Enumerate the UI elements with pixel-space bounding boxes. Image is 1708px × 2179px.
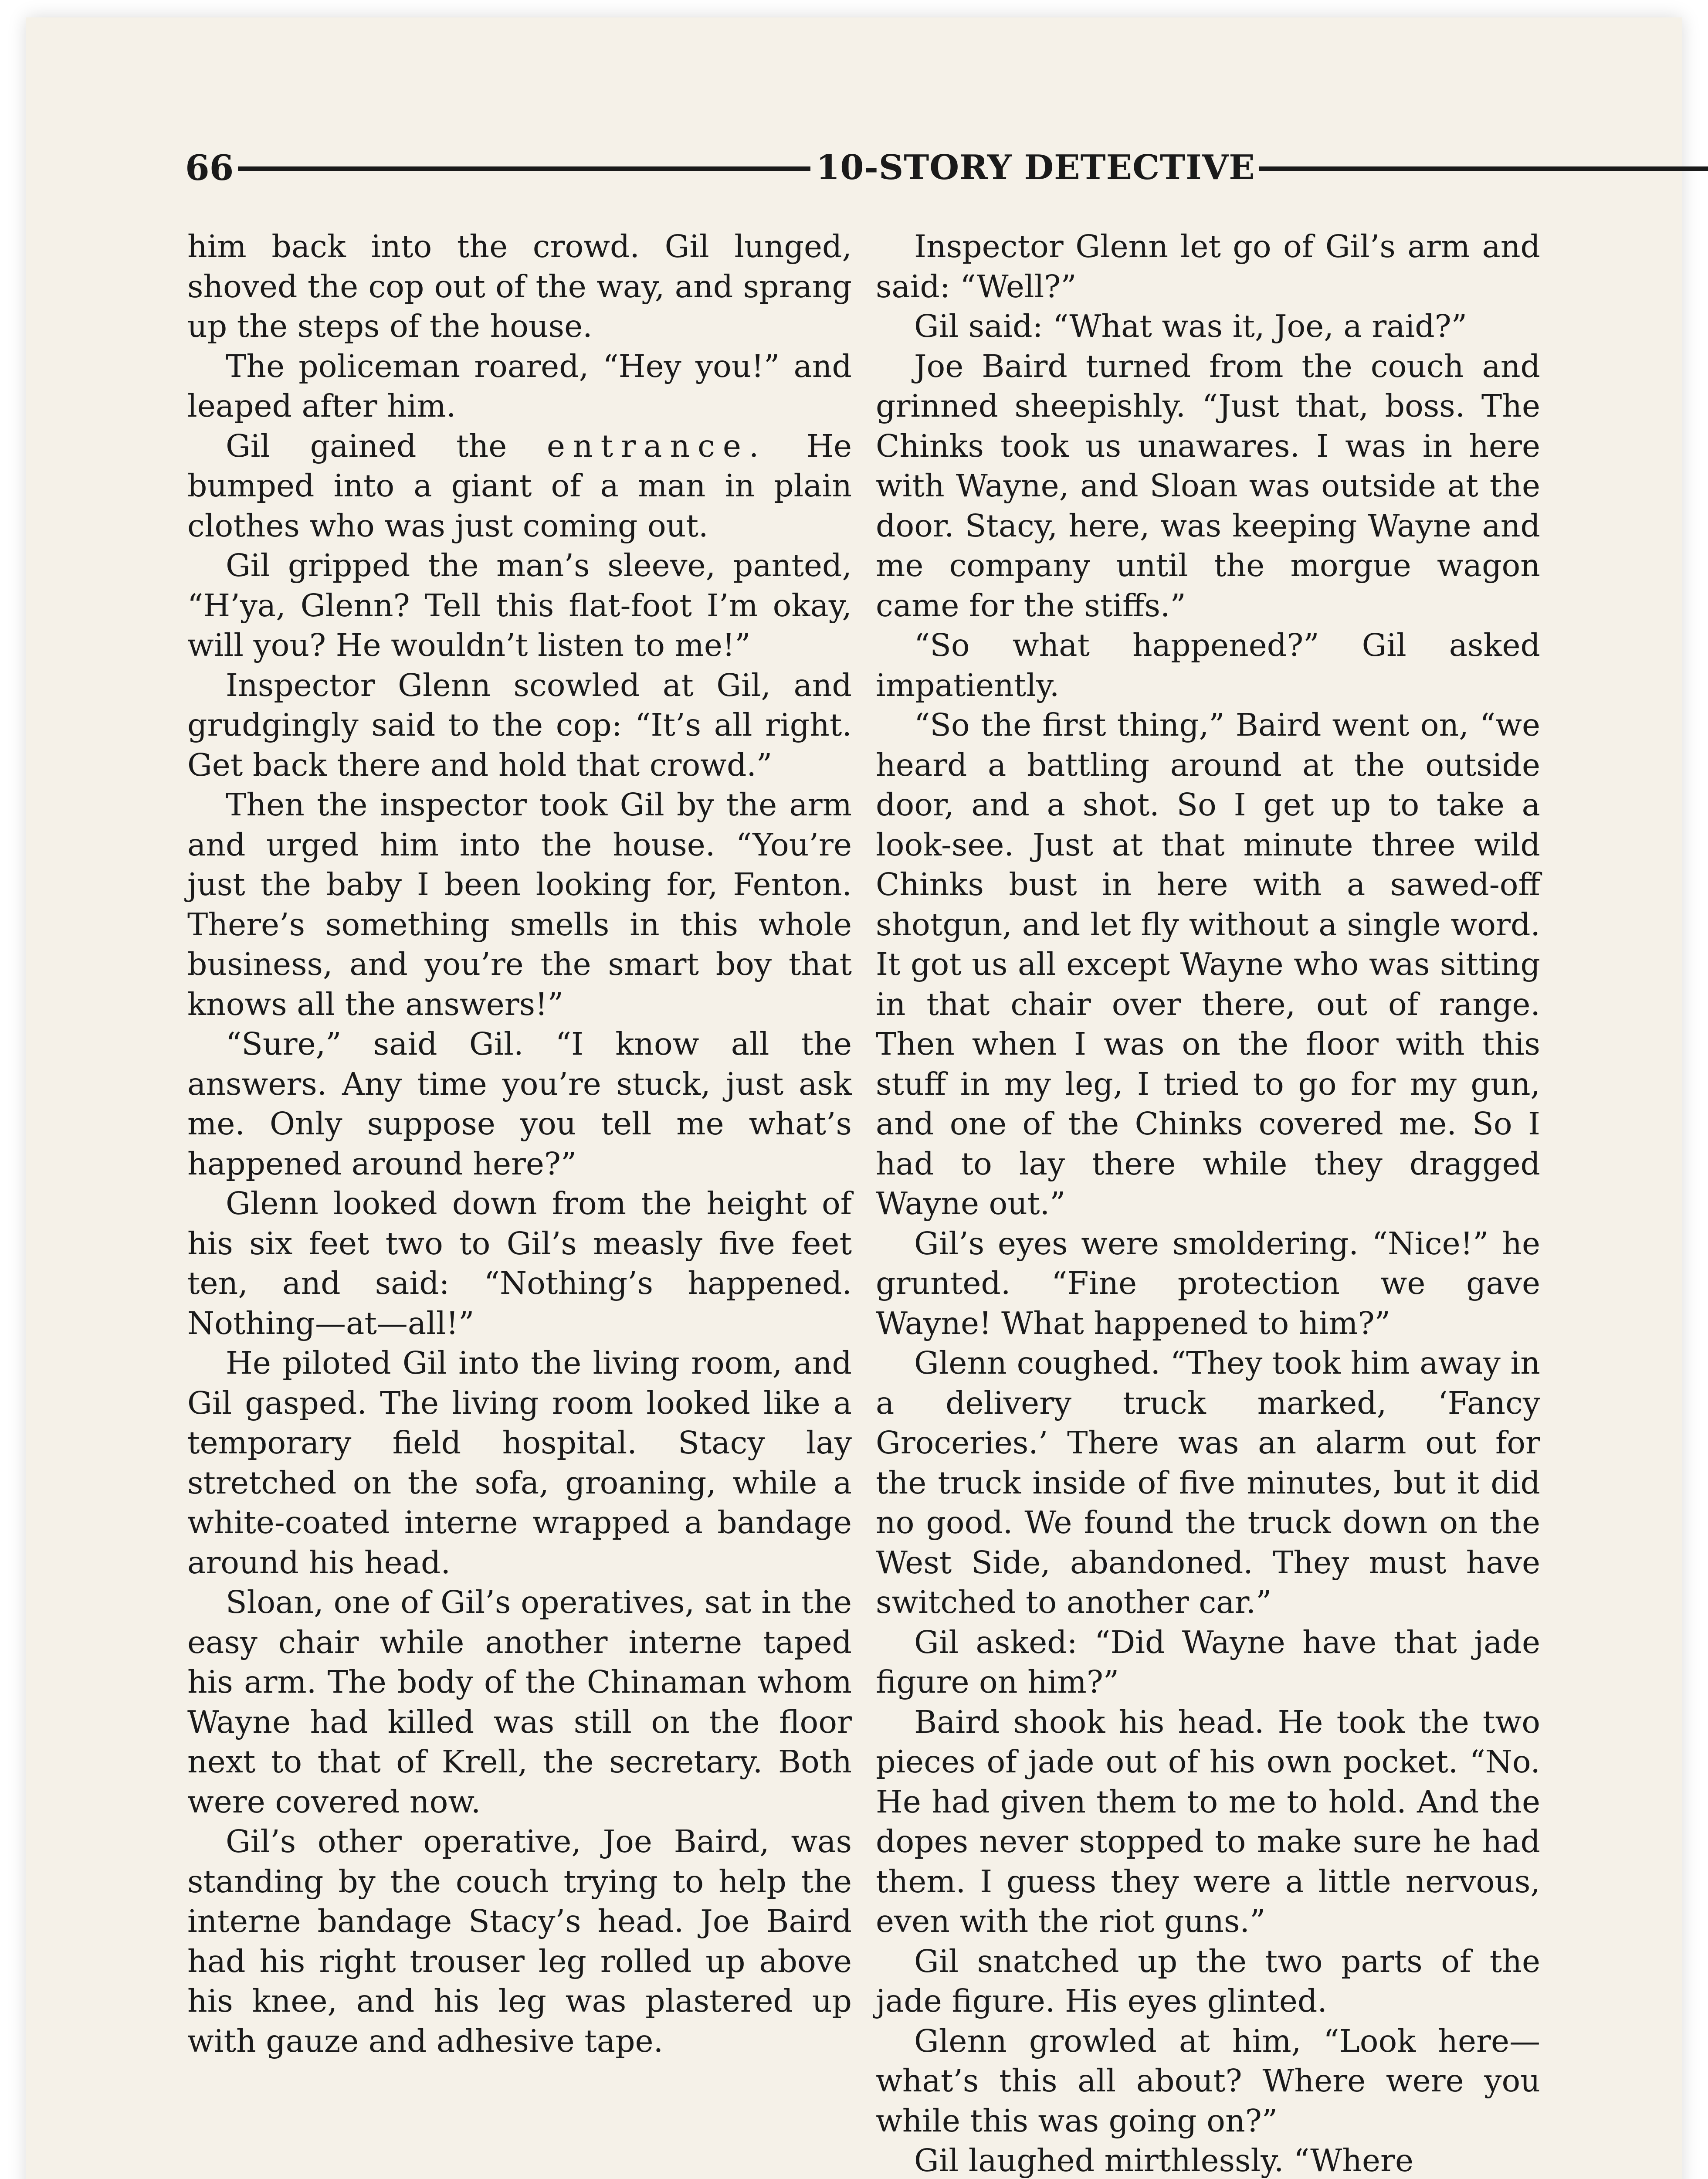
paragraph: Gil laughed mirthlessly. “Where — [914, 2142, 1413, 2179]
paragraph: Sloan, one of Gil’s operatives, sat in the easy chair while another interne taped his arm. The body of the Chinaman whom Wayne had killed was still on the floor next to that of Krell, the secretary. Both were covered now. — [187, 1584, 852, 1820]
paragraph: Glenn looked down from the height of his six feet two to Gil’s measly five feet ten, and said: “Nothing’s happened. Nothing—at—all!” — [187, 1185, 852, 1341]
paragraph: Joe Baird turned from the couch and grinned sheepishly. “Just that, boss. The Chinks took us unawares. I was in here with Wayne, and Sloan was outside at the door. Stacy, here, was keeping Wayne and me company until the morgue wagon came for the stiffs.” — [876, 348, 1540, 624]
page-header — [185, 144, 1549, 192]
header-rule-left — [224, 166, 810, 171]
magazine-title: 10-STORY DETECTIVE — [813, 144, 1259, 192]
text-span: He bumped into a giant of a man in plain clothes who was just coming out. — [187, 428, 852, 544]
paragraph: Inspector Glenn let go of Gil’s arm and said: “Well?” — [876, 228, 1540, 305]
paragraph: Gil asked: “Did Wayne have that jade figure on him?” — [876, 1624, 1540, 1700]
spaced-text-span: entrance. — [546, 428, 767, 464]
paragraph: He piloted Gil into the living room, and Gil gasped. The living room looked like a temporary field hospital. Stacy lay stretched on the sofa, groaning, while a white-coated interne wrapped a bandage around his head. — [187, 1345, 852, 1581]
paragraph: “So the first thing,” Baird went on, “we heard a battling around at the outside door, and a shot. So I get up to take a look-see. Just at that minute three wild Chinks bust in here with a sawed-off shotgun, and let fly without a single word. It got us all except Wayne who was sitting in that chair over there, out of range. Then when I was on the floor with this stuff in my leg, I tried to go for my gun, and one of the Chinks covered me. So I had to lay there while they dragged Wayne out.” — [876, 707, 1540, 1222]
paragraph: him back into the crowd. Gil lunged, shoved the cop out of the way, and sprang up the steps of the house. — [187, 228, 852, 344]
text-span: Gil gained the — [226, 428, 547, 464]
paragraph: Glenn coughed. “They took him away in a delivery truck marked, ‘Fancy Groceries.’ There was an alarm out for the truck inside of five minutes, but it did no good. We found the truck down on the West Side, abandoned. They must have switched to another car.” — [876, 1345, 1540, 1620]
paragraph: “Sure,” said Gil. “I know all the answers. Any time you’re stuck, just ask me. Only suppose you tell me what’s happened around here?” — [187, 1026, 852, 1182]
paragraph: Glenn growled at him, “Look here—what’s this all about? Where were you while this was going on?” — [876, 2023, 1540, 2139]
left-column — [187, 227, 852, 2061]
paragraph: “So what happened?” Gil asked impatiently. — [876, 627, 1540, 703]
paragraph: Baird shook his head. He took the two pieces of jade out of his own pocket. “No. He had given them to me to hold. And the dopes never stopped to make sure he had them. I guess they were a little nervous, even with the riot guns.” — [876, 1704, 1540, 1939]
page-number: 66 — [185, 144, 238, 192]
paragraph: Gil’s other operative, Joe Baird, was standing by the couch trying to help the interne bandage Stacy’s head. Joe Baird had his right trouser leg rolled up above his knee, and his leg was plastered up with gauze and adhesive tape. — [187, 1823, 852, 2059]
paragraph: The policeman roared, “Hey you!” and leaped after him. — [187, 348, 852, 424]
paragraph: Gil gripped the man’s sleeve, panted, “H’ya, Glenn? Tell this flat-foot I’m okay, will you? He wouldn’t listen to me!” — [187, 547, 852, 663]
right-column — [876, 227, 1540, 2179]
paragraph — [187, 426, 852, 546]
paragraph: Then the inspector took Gil by the arm and urged him into the house. “You’re just the baby I been looking for, Fenton. There’s something smells in this whole business, and you’re the smart boy that knows all the answers!” — [187, 787, 852, 1022]
paragraph: Inspector Glenn scowled at Gil, and grudgingly said to the cop: “It’s all right. Get back there and hold that crowd.” — [187, 667, 852, 783]
paragraph: Gil’s eyes were smoldering. “Nice!” he grunted. “Fine protection we gave Wayne! What happened to him?” — [876, 1225, 1540, 1341]
magazine-page — [26, 17, 1682, 2179]
header-rule-right — [1227, 166, 1708, 171]
paragraph: Gil snatched up the two parts of the jade figure. His eyes glinted. — [876, 1943, 1540, 2019]
paragraph: Gil said: “What was it, Joe, a raid?” — [914, 308, 1467, 344]
